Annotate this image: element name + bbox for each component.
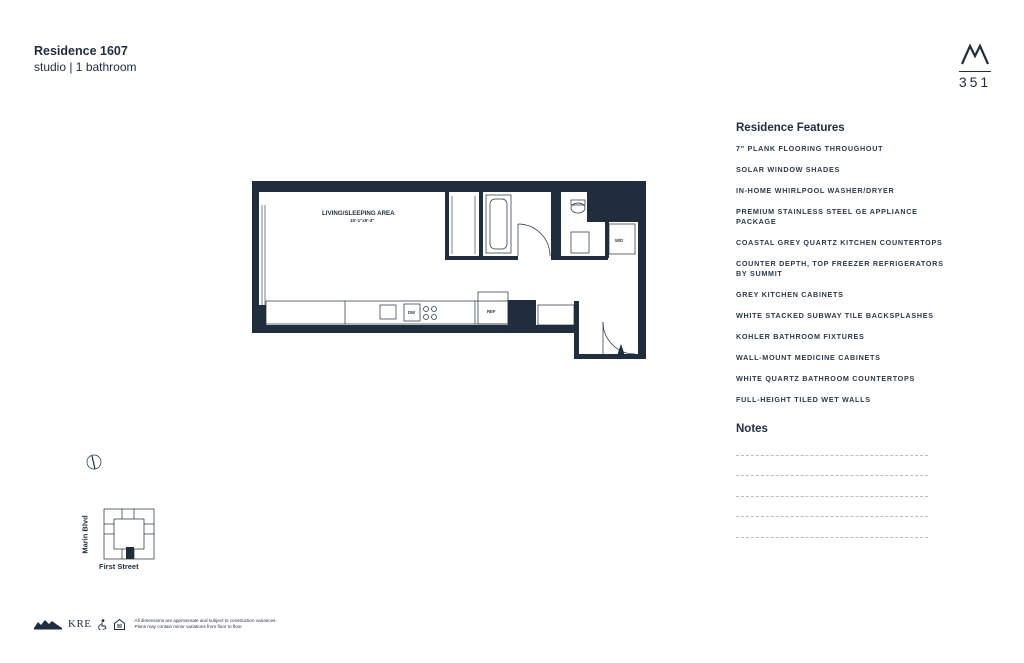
feature-item: PREMIUM STAINLESS STEEL GE APPLIANCE PACKAGE: [736, 207, 918, 226]
floor-plan: [250, 180, 650, 362]
note-line: [736, 435, 928, 456]
feature-item: SOLAR WINDOW SHADES: [736, 165, 840, 174]
equal-housing-icon: [114, 619, 125, 630]
disclaimer: [135, 618, 277, 630]
feature-item: COASTAL GREY QUARTZ KITCHEN COUNTERTOPS: [736, 238, 943, 247]
street-label: First Street: [99, 562, 139, 571]
feature-item: GREY KITCHEN CABINETS: [736, 290, 844, 299]
note-line: [736, 456, 928, 477]
feature-item: WHITE QUARTZ BATHROOM COUNTERTOPS: [736, 374, 915, 383]
key-plan: [82, 506, 158, 564]
feature-item: FULL-HEIGHT TILED WET WALLS: [736, 395, 871, 404]
unit-location-marker: [126, 547, 134, 559]
washer-dryer-label: W/D: [615, 238, 624, 243]
compass-icon: [84, 452, 104, 472]
feature-item: WHITE STACKED SUBWAY TILE BACKSPLASHES: [736, 311, 934, 320]
note-line: [736, 497, 928, 518]
note-line: [736, 517, 928, 538]
kre-logo: KRE: [68, 618, 92, 630]
feature-item: 7" PLANK FLOORING THROUGHOUT: [736, 144, 884, 153]
walls: [252, 181, 646, 359]
mountain-m-icon: [959, 42, 991, 66]
disclaimer-line: Plans may contain minor variations from floor to floor.: [134, 624, 243, 629]
notes-heading: Notes: [736, 423, 768, 435]
dishwasher-label: DW: [408, 310, 415, 315]
kitchen-counter: [266, 292, 508, 324]
room-dims: 15'-1"x9'-3": [350, 218, 375, 223]
fridge-label: REF: [487, 309, 496, 314]
brand-logo: [952, 42, 998, 90]
features-list: [736, 144, 946, 405]
notes-lines: [736, 435, 946, 538]
feature-item: COUNTER DEPTH, TOP FREEZER REFRIGERATORS BY SUMMIT: [736, 259, 944, 278]
note-line: [736, 476, 928, 497]
accessibility-icon: [98, 619, 108, 630]
room-name: LIVING/SLEEPING AREA: [322, 210, 395, 217]
closet: [452, 196, 475, 254]
residence-subtitle: studio | 1 bathroom: [34, 60, 137, 74]
bathroom: [486, 195, 589, 256]
developer-logo-icon: [34, 618, 62, 630]
avenue-label: Marin Blvd: [80, 515, 90, 554]
disclaimer-line: All dimensions are approximate and subject to construction variances.: [134, 618, 277, 623]
footer: [34, 618, 277, 630]
features-panel: [736, 122, 946, 538]
feature-item: IN-HOME WHIRLPOOL WASHER/DRYER: [736, 186, 895, 195]
feature-item: KOHLER BATHROOM FIXTURES: [736, 332, 865, 341]
brand-number: 351: [958, 74, 992, 90]
feature-item: WALL-MOUNT MEDICINE CABINETS: [736, 353, 881, 362]
residence-title: Residence 1607: [34, 44, 128, 58]
features-heading: Residence Features: [736, 122, 845, 134]
